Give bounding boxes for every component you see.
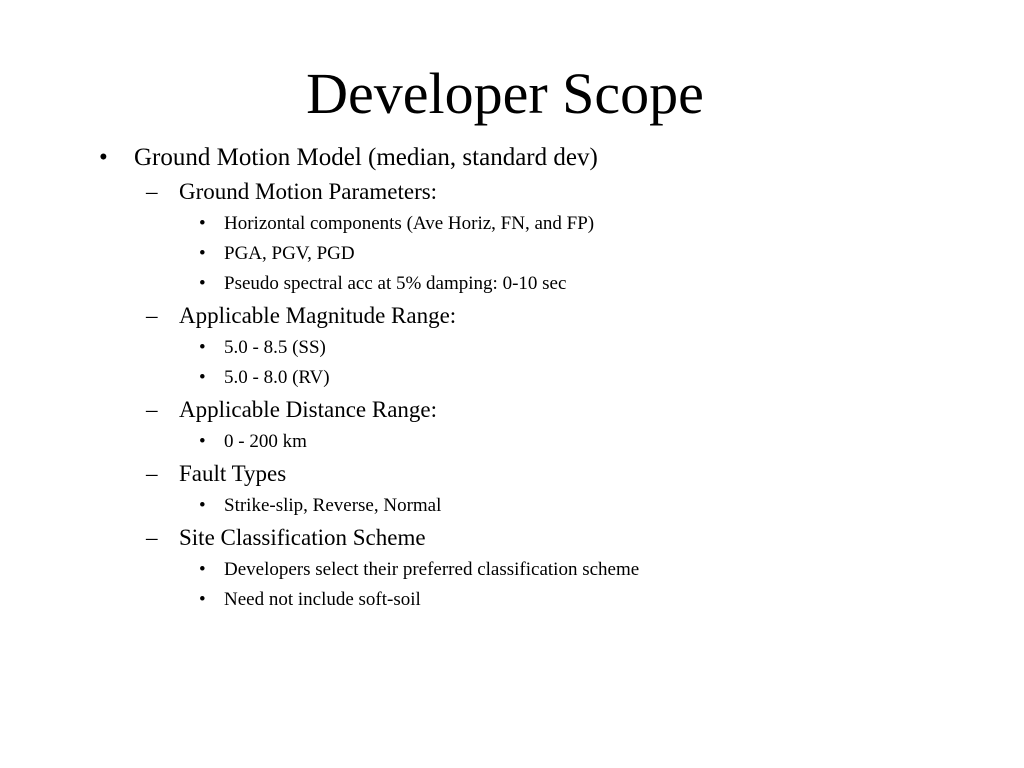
sub-sub-bullet-text: Strike-slip, Reverse, Normal — [224, 495, 442, 516]
sub-sub-bullet-text: 0 - 200 km — [224, 431, 307, 452]
bullet-marker: • — [199, 273, 206, 294]
dash-marker: – — [146, 461, 158, 486]
bullet-marker: • — [199, 589, 206, 610]
sub-bullet-text: Applicable Distance Range: — [179, 397, 438, 422]
dash-marker: – — [146, 397, 158, 422]
sub-sub-bullet-text: Pseudo spectral acc at 5% damping: 0-10 sec — [224, 273, 567, 294]
sub-sub-bullet-text: Horizontal components (Ave Horiz, FN, and FP) — [224, 213, 595, 234]
bullet-marker: • — [199, 559, 206, 580]
sub-sub-bullet-text: PGA, PGV, PGD — [224, 243, 355, 264]
bullet-marker: • — [99, 144, 108, 171]
sub-bullet-text: Fault Types — [179, 461, 287, 486]
sub-sub-bullet-text: Need not include soft-soil — [224, 589, 421, 610]
sub-sub-bullet-text: 5.0 - 8.5 (SS) — [224, 337, 326, 358]
sub-bullet-text: Applicable Magnitude Range: — [179, 303, 457, 328]
bullet-marker: • — [199, 495, 206, 516]
dash-marker: – — [146, 525, 158, 550]
slide-title: Developer Scope — [306, 61, 704, 126]
dash-marker: – — [146, 179, 158, 204]
sub-bullet-text: Site Classification Scheme — [179, 525, 426, 550]
sub-sub-bullet-text: Developers select their preferred classification scheme — [224, 559, 640, 580]
dash-marker: – — [146, 303, 158, 328]
bullet-marker: • — [199, 431, 206, 452]
bullet-text: Ground Motion Model (median, standard dev) — [134, 144, 598, 171]
bullet-marker: • — [199, 213, 206, 234]
bullet-marker: • — [199, 337, 206, 358]
bullet-marker: • — [199, 367, 206, 388]
sub-sub-bullet-text: 5.0 - 8.0 (RV) — [224, 367, 330, 388]
sub-bullet-text: Ground Motion Parameters: — [179, 179, 438, 204]
bullet-marker: • — [199, 243, 206, 264]
